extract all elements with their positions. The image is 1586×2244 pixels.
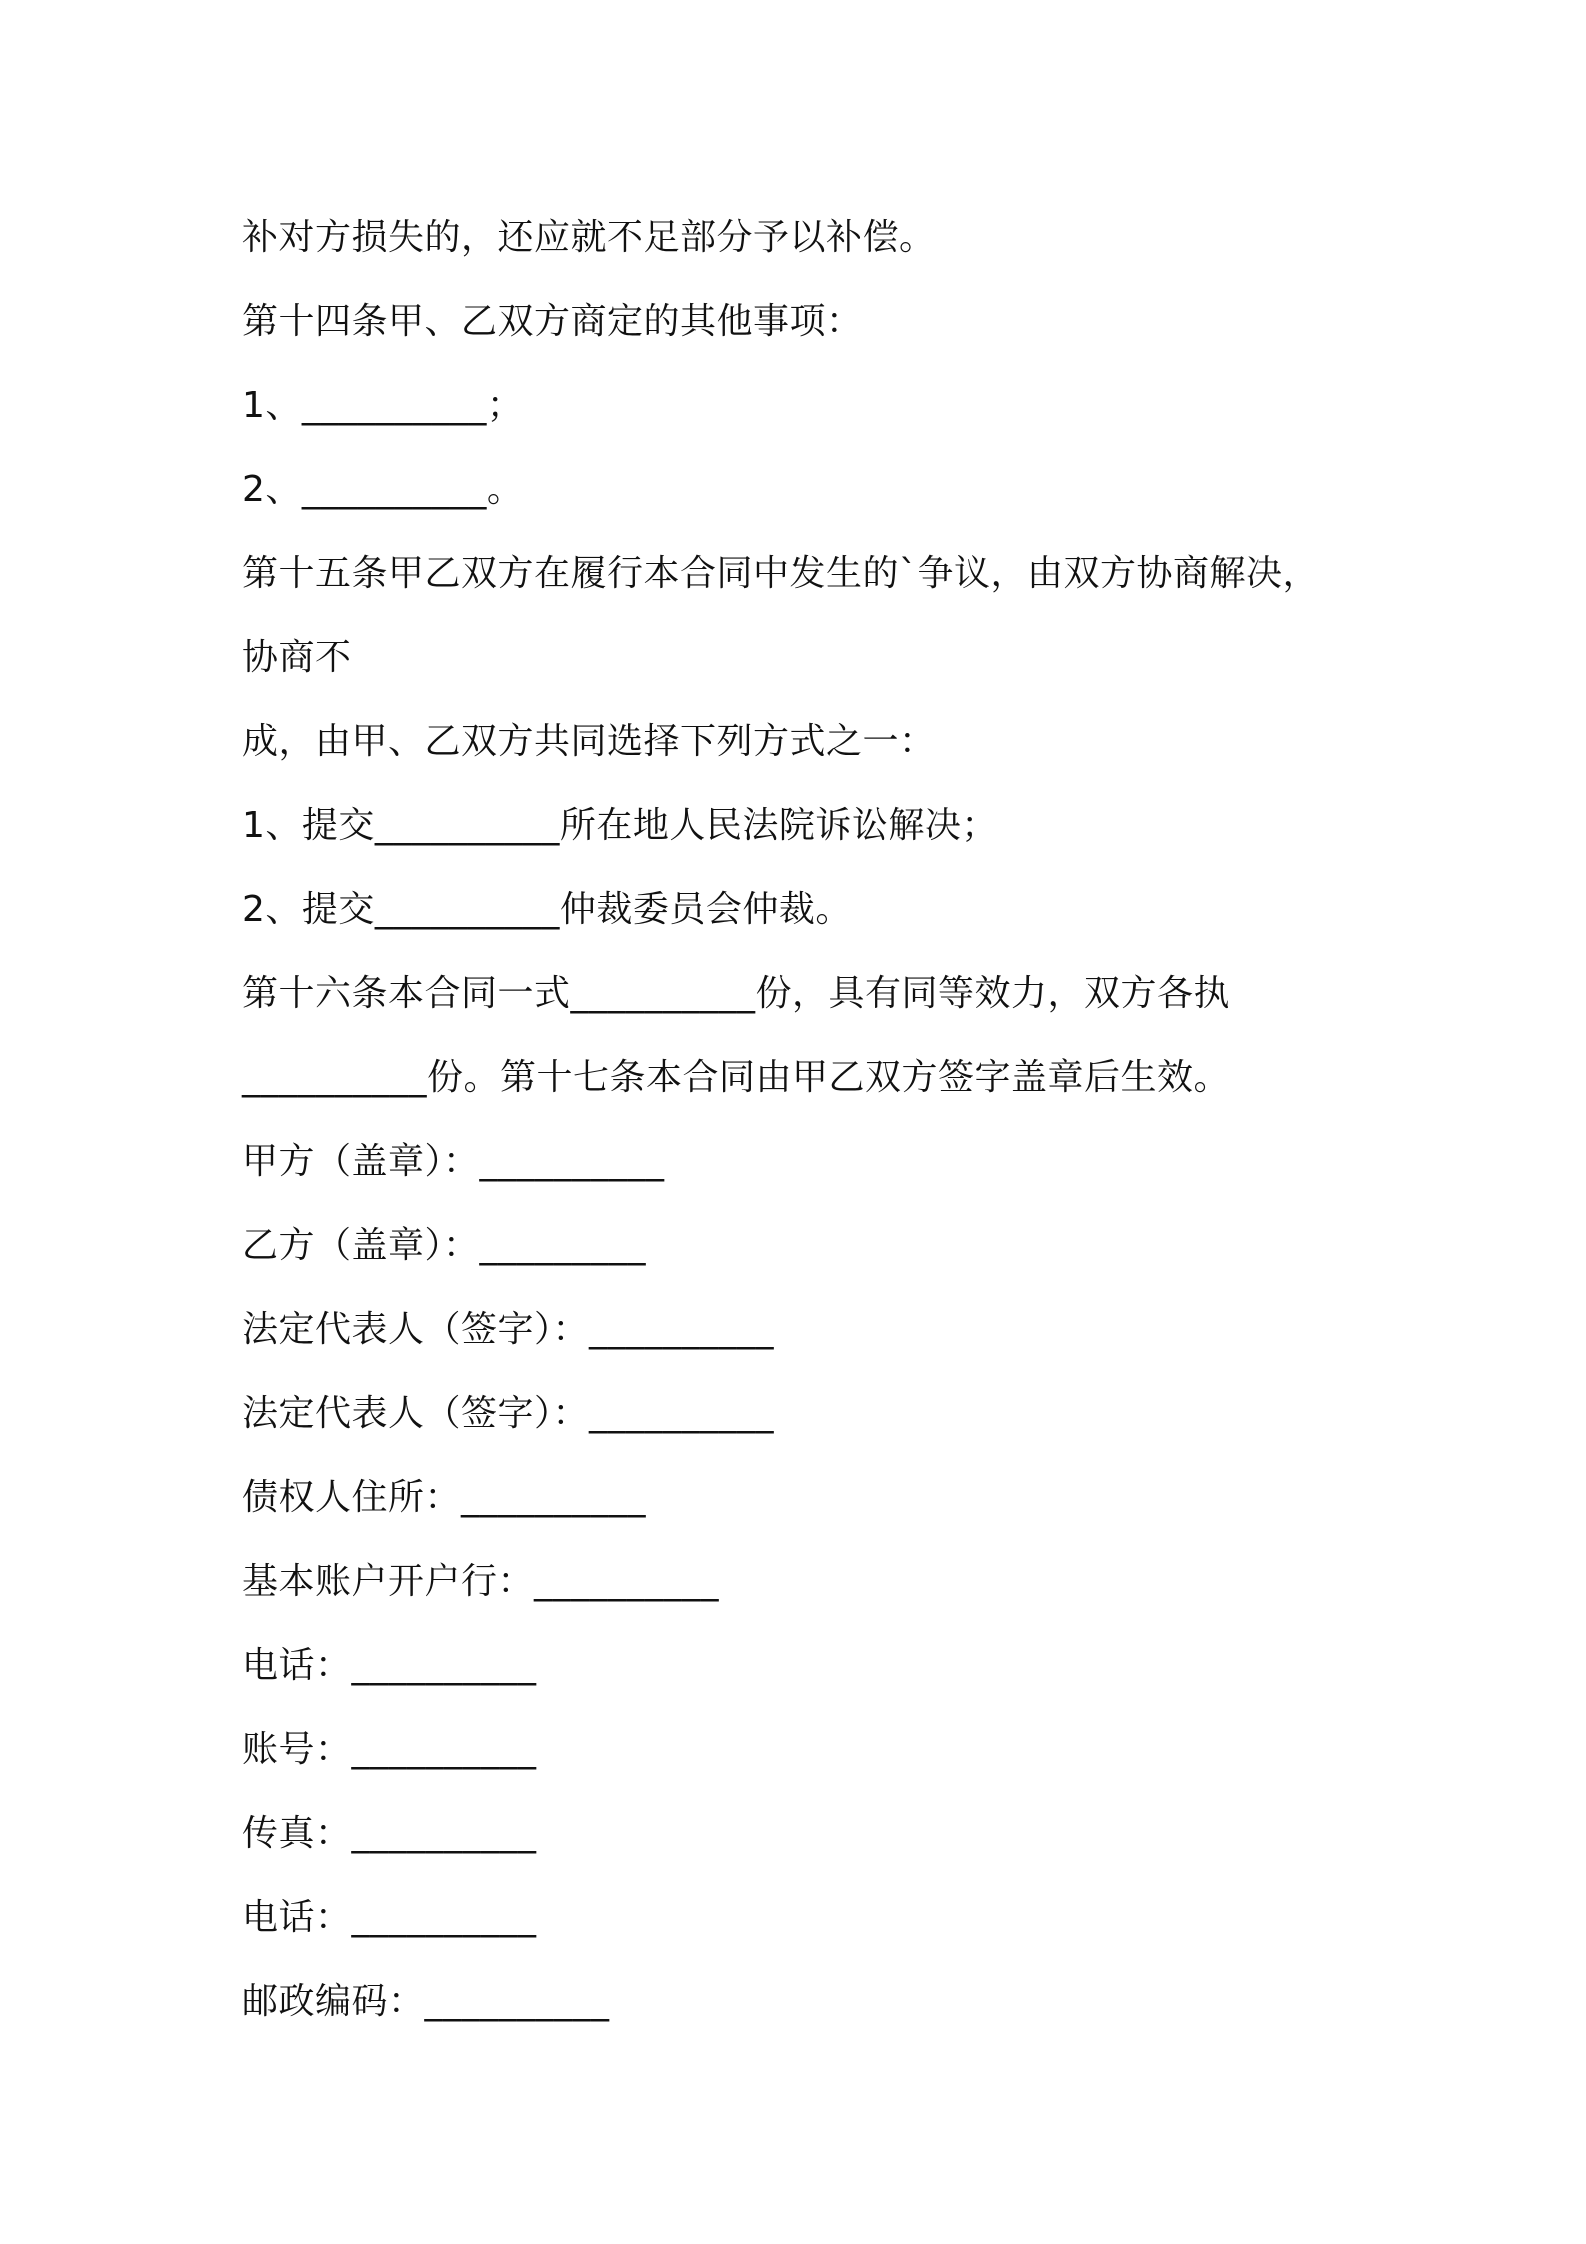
article-14-item-1: 1、__________； <box>242 385 524 426</box>
party-a-seal-field: 甲方（盖章）：__________ <box>242 1141 665 1182</box>
phone-field: 电话：__________ <box>242 1645 537 1686</box>
article-15-heading: 第十五条甲乙双方在履行本合同中发生的`争议，由双方协商解决， <box>242 553 1320 594</box>
phone-field-2: 电话：__________ <box>242 1897 537 1938</box>
article-15-option-2: 2、提交__________仲裁委员会仲裁。 <box>242 889 852 930</box>
legal-rep-signature-field-b: 法定代表人（签字）：__________ <box>242 1393 775 1434</box>
article-15-option-1: 1、提交__________所在地人民法院诉讼解决； <box>242 805 998 846</box>
bank-account-field: 基本账户开户行：__________ <box>242 1561 720 1602</box>
article-16-17-text: __________份。第十七条本合同由甲乙双方签字盖章后生效。 <box>242 1057 1231 1098</box>
creditor-address-field: 债权人住所：__________ <box>242 1477 647 1518</box>
article-14-heading: 第十四条甲、乙双方商定的其他事项： <box>242 301 863 342</box>
article-15-continuation: 协商不 <box>242 637 352 678</box>
postal-code-field: 邮政编码：__________ <box>242 1981 610 2022</box>
article-14-item-2: 2、__________。 <box>242 469 524 510</box>
party-b-seal-field: 乙方（盖章）：_________ <box>242 1225 647 1266</box>
article-16-text: 第十六条本合同一式__________份，具有同等效力，双方各执 <box>242 973 1231 1014</box>
account-number-field: 账号：__________ <box>242 1729 537 1770</box>
article-15-options-intro: 成，由甲、乙双方共同选择下列方式之一： <box>242 721 936 762</box>
legal-rep-signature-field-a: 法定代表人（签字）：__________ <box>242 1309 775 1350</box>
fax-field: 传真：__________ <box>242 1813 537 1854</box>
contract-body <box>242 196 1372 2044</box>
text-line-compensation: 补对方损失的，还应就不足部分予以补偿。 <box>242 217 936 258</box>
